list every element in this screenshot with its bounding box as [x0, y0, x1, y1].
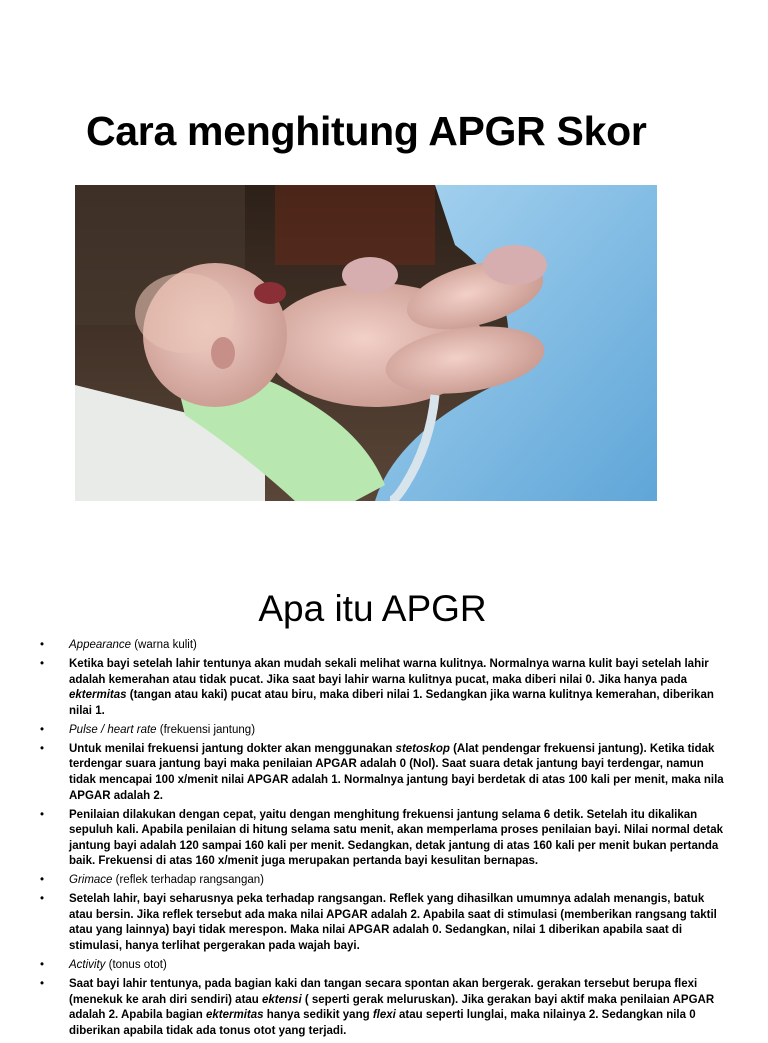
- section-title: Apa itu APGR: [258, 588, 487, 629]
- list-item: • Penilaian dilakukan dengan cepat, yaitu dengan menghitung frekuensi jantung selama 6 detik. Setelah itu dikalikan sepuluh kali. Apabila penilaian di hitung selama satu menit, akan memperlama proses penilaian bayi. Nilai normal detak jantung bayi adalah 120 sampai 160 kali per menit. Sedangkan, detak jantung di atas 160 kali per menit bukan pertanda baik. Frekuensi di atas 160 x/menit juga merupakan pertanda bayi kesulitan bernapas.: [40, 808, 725, 870]
- list-item: • Activity (tonus otot): [40, 958, 725, 974]
- page-title: Cara menghitung APGR Skor: [86, 108, 647, 154]
- list-item: • Setelah lahir, bayi seharusnya peka terhadap rangsangan. Reflek yang dihasilkan umumnya adalah menangis, batuk atau bersin. Jika reflek tersebut ada maka nilai APGAR adalah 2. Apabila saat di stimulasi (memberikan rangsang taktil atau yang lainnya) bayi tidak merespon. Maka nilai APGAR adalah 0. Sedangkan, nilai 1 diberikan apabila saat di stimulasi, hanya terlihat pergerakan pada wajah bayi.: [40, 892, 725, 954]
- list-item: • Ketika bayi setelah lahir tentunya akan mudah sekali melihat warna kulitnya. Normalnya warna kulit bayi setelah lahir adalah kemerahan atau tidak pucat. Jika saat bayi lahir warna kulitnya pucat, maka diberi nilai 0. Jika hanya pada ektermitas (tangan atau kaki) pucat atau biru, maka diberi nilai 1. Sedangkan jika warna kulitnya kemerahan, diberikan nilai 1.: [40, 657, 725, 719]
- list-item: • Untuk menilai frekuensi jantung dokter akan menggunakan stetoskop (Alat pendengar frekuensi jantung). Ketika tidak terdengar suara jantung bayi maka penilaian APGAR adalah 0 (Nol). Saat suara detak jantung bayi terdengar, namun tidak mencapai 100 x/menit nilai APGAR adalah 1. Normalnya jantung bayi berdetak di atas 100 kali per menit, maka nila APGAR adalah 2.: [40, 742, 725, 804]
- list-item: • Grimace (reflek terhadap rangsangan): [40, 873, 725, 889]
- list-item: • Saat bayi lahir tentunya, pada bagian kaki dan tangan secara spontan akan bergerak. gerakan tersebut berupa flexi (menekuk ke arah diri sendiri) atau ektensi ( seperti gerak meluruskan). Jika gerakan bayi aktif maka penilaian APGAR adalah 2. Apabila bagian ektermitas hanya sedikit yang flexi atau seperti lunglai, maka nilainya 2. Sedangkan nila 0 diberikan apabila tidak ada tonus otot yang terjadi.: [40, 977, 725, 1039]
- list-item: • Appearance (warna kulit): [40, 638, 725, 654]
- apgar-criteria-list: [40, 638, 725, 1043]
- list-item: • Pulse / heart rate (frekuensi jantung): [40, 723, 725, 739]
- newborn-photo: [75, 185, 657, 501]
